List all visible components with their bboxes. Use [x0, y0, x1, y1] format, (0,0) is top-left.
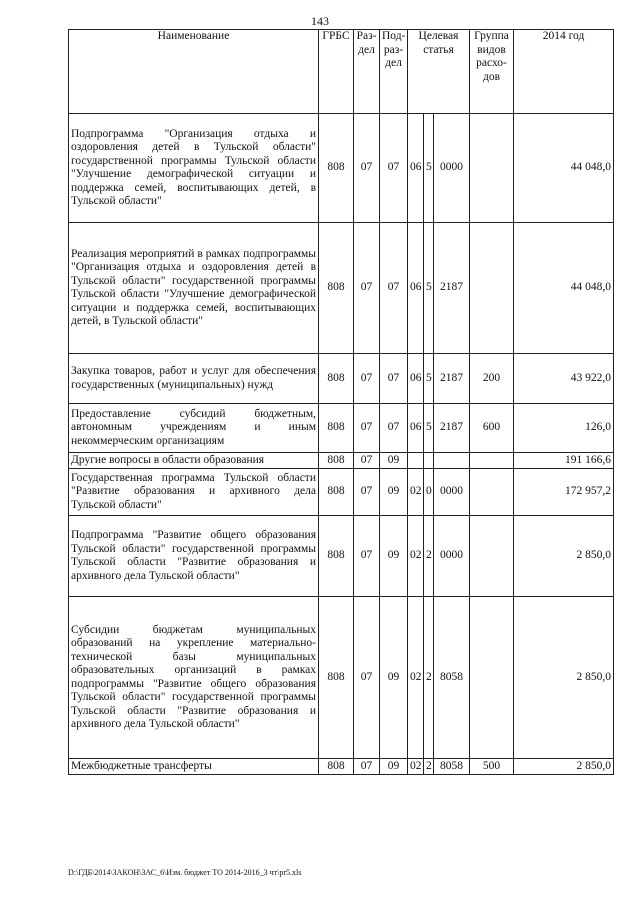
- row-podrazdel: 07: [380, 404, 408, 453]
- row-name: Межбюджетные трансферты: [69, 759, 319, 775]
- row-podrazdel: 09: [380, 597, 408, 759]
- table-row: [69, 469, 614, 516]
- row-target-program: 02: [408, 516, 424, 597]
- table-row: [69, 453, 614, 469]
- table-row: [69, 114, 614, 223]
- row-group: 500: [470, 759, 514, 775]
- table-row: [69, 516, 614, 597]
- row-podrazdel: 09: [380, 469, 408, 516]
- row-group: [470, 223, 514, 354]
- row-name: Закупка товаров, работ и услуг для обеспечения государственных (муниципальных) нужд: [69, 354, 319, 404]
- row-grbs: 808: [319, 114, 354, 223]
- row-target-subprogram: 5: [424, 354, 434, 404]
- row-target-subprogram: 2: [424, 597, 434, 759]
- row-grbs: 808: [319, 354, 354, 404]
- row-name: Подпрограмма "Организация отдыха и оздоровления детей в Тульской области" государственной программы Тульской области "Улучшение демографической ситуации и поддержка семей, воспитывающих детей, в Тульской области": [69, 114, 319, 223]
- row-grbs: 808: [319, 516, 354, 597]
- row-grbs: 808: [319, 223, 354, 354]
- file-path-footer: D:\ГДБ\2014\ЗАКОН\ЗАС_6\Изм. бюджет ТО 2014-2016_3 чт\pr5.xls: [68, 868, 302, 877]
- row-grbs: 808: [319, 469, 354, 516]
- row-target-subprogram: 2: [424, 516, 434, 597]
- row-razdel: 07: [354, 469, 380, 516]
- row-target-code: 8058: [434, 597, 470, 759]
- row-target-code: 2187: [434, 354, 470, 404]
- row-podrazdel: 07: [380, 354, 408, 404]
- row-target-subprogram: 5: [424, 223, 434, 354]
- table-row: [69, 223, 614, 354]
- header-group: Группа видов расхо-дов: [470, 30, 514, 114]
- row-target-program: 06: [408, 354, 424, 404]
- row-group: [470, 469, 514, 516]
- header-razdel: Раз-дел: [354, 30, 380, 114]
- row-group: [470, 516, 514, 597]
- row-target-code: 0000: [434, 516, 470, 597]
- row-name: Государственная программа Тульской области "Развитие образования и архивного дела Тульской области": [69, 469, 319, 516]
- row-grbs: 808: [319, 597, 354, 759]
- row-amount: 126,0: [514, 404, 614, 453]
- row-amount: 2 850,0: [514, 759, 614, 775]
- row-razdel: 07: [354, 453, 380, 469]
- row-group: 200: [470, 354, 514, 404]
- row-name: Предоставление субсидий бюджетным, автономным учреждениям и иным некоммерческим организациям: [69, 404, 319, 453]
- row-target-program: 06: [408, 114, 424, 223]
- header-year: 2014 год: [514, 30, 614, 114]
- table-row: [69, 404, 614, 453]
- row-name: Реализация мероприятий в рамках подпрограммы "Организация отдыха и оздоровления детей в Тульской области" государственной программы Тульской области "Улучшение демографической ситуации и поддержка семей, воспитывающих детей, в Тульской области": [69, 223, 319, 354]
- header-target: Целевая статья: [408, 30, 470, 114]
- table-row: [69, 354, 614, 404]
- page-number: 143: [311, 14, 329, 28]
- row-grbs: 808: [319, 453, 354, 469]
- row-amount: 44 048,0: [514, 114, 614, 223]
- row-razdel: 07: [354, 354, 380, 404]
- row-target-subprogram: 5: [424, 404, 434, 453]
- row-target-code: 0000: [434, 114, 470, 223]
- row-razdel: 07: [354, 404, 380, 453]
- budget-table: [68, 29, 614, 775]
- header-podrazdel: Под-раз-дел: [380, 30, 408, 114]
- row-amount: 191 166,6: [514, 453, 614, 469]
- header-grbs: ГРБС: [319, 30, 354, 114]
- row-name: Субсидии бюджетам муниципальных образований на укрепление материально-технической базы муниципальных образовательных организаций в рамках подпрограммы "Развитие общего образования Тульской области" государственной программы Тульской области "Развитие образования и архивного дела Тульской области": [69, 597, 319, 759]
- row-target-program: 06: [408, 223, 424, 354]
- row-podrazdel: 07: [380, 114, 408, 223]
- row-razdel: 07: [354, 223, 380, 354]
- row-podrazdel: 09: [380, 516, 408, 597]
- row-target-program: 02: [408, 759, 424, 775]
- row-grbs: 808: [319, 404, 354, 453]
- table-row: [69, 759, 614, 775]
- row-group: [470, 114, 514, 223]
- row-group: [470, 597, 514, 759]
- row-razdel: 07: [354, 759, 380, 775]
- row-grbs: 808: [319, 759, 354, 775]
- row-razdel: 07: [354, 597, 380, 759]
- row-target-code: [434, 453, 470, 469]
- row-target-code: 2187: [434, 223, 470, 354]
- row-target-subprogram: 2: [424, 759, 434, 775]
- row-target-program: 02: [408, 469, 424, 516]
- row-podrazdel: 09: [380, 759, 408, 775]
- row-group: 600: [470, 404, 514, 453]
- row-amount: 43 922,0: [514, 354, 614, 404]
- row-target-subprogram: 0: [424, 469, 434, 516]
- row-target-code: 2187: [434, 404, 470, 453]
- row-target-program: [408, 453, 424, 469]
- row-group: [470, 453, 514, 469]
- row-amount: 2 850,0: [514, 516, 614, 597]
- row-target-subprogram: [424, 453, 434, 469]
- row-target-subprogram: 5: [424, 114, 434, 223]
- row-target-code: 0000: [434, 469, 470, 516]
- row-target-program: 02: [408, 597, 424, 759]
- row-razdel: 07: [354, 114, 380, 223]
- row-target-program: 06: [408, 404, 424, 453]
- row-podrazdel: 07: [380, 223, 408, 354]
- row-razdel: 07: [354, 516, 380, 597]
- row-name: Другие вопросы в области образования: [69, 453, 319, 469]
- row-amount: 44 048,0: [514, 223, 614, 354]
- row-amount: 172 957,2: [514, 469, 614, 516]
- row-target-code: 8058: [434, 759, 470, 775]
- header-name: Наименование: [69, 30, 319, 114]
- header-row: [69, 30, 614, 114]
- row-amount: 2 850,0: [514, 597, 614, 759]
- row-podrazdel: 09: [380, 453, 408, 469]
- row-name: Подпрограмма "Развитие общего образования Тульской области" государственной программы Тульской области "Развитие образования и архивного дела Тульской области": [69, 516, 319, 597]
- table-row: [69, 597, 614, 759]
